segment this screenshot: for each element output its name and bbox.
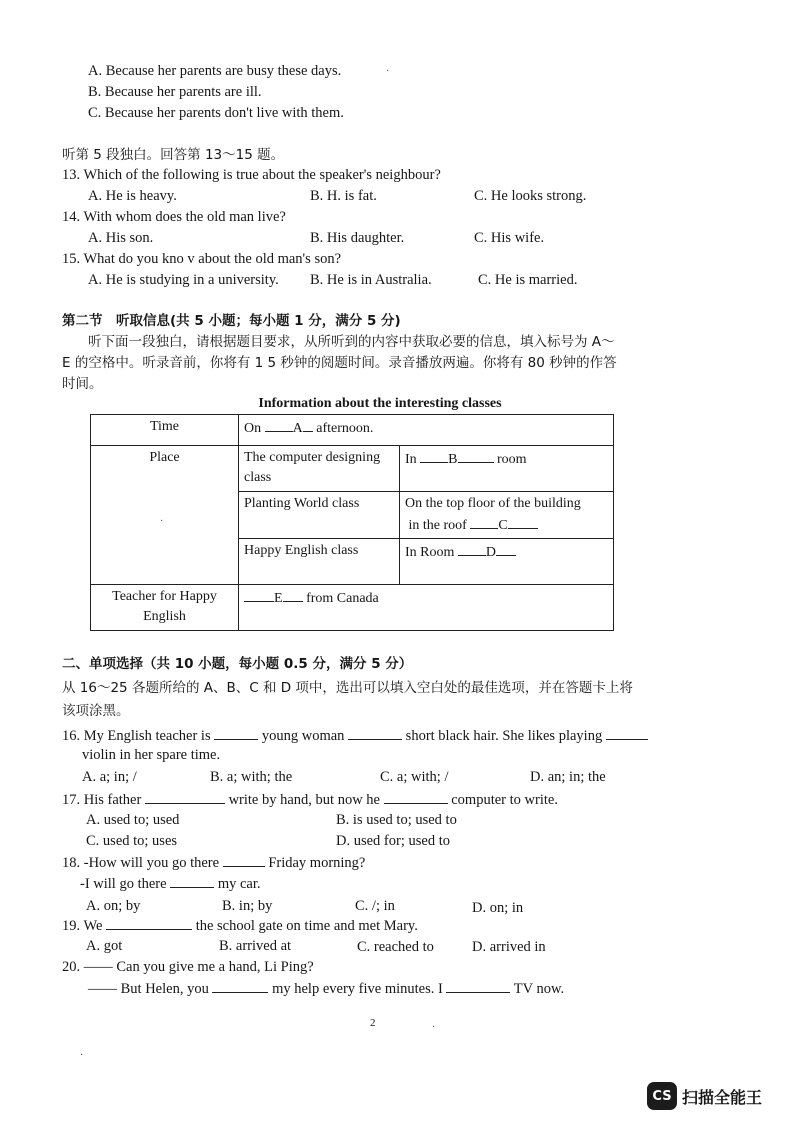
- q18-option-c: C. /; in: [355, 898, 395, 914]
- blank-letter-d: D: [485, 545, 497, 560]
- q17-stem: [62, 789, 558, 810]
- q14-option-a: A. His son.: [88, 230, 154, 246]
- part2-heading: 第二节 听取信息(共 5 小题；每小题 1 分，满分 5 分): [62, 313, 401, 329]
- q19-part2: the school gate on time and met Mary.: [192, 918, 418, 934]
- q18-part1: 18. -How will you go there: [62, 855, 223, 871]
- table-title: Information about the interesting classes: [258, 396, 502, 411]
- q15-stem: 15. What do you kno v about the old man's son?: [62, 251, 342, 267]
- q16-part2: young woman: [258, 728, 349, 744]
- teacher-cell: [239, 585, 614, 631]
- place-label: Place: [91, 446, 239, 585]
- q13-option-c: C. He looks strong.: [474, 188, 587, 204]
- section-intro: 听第 5 段独白。回答第 13～15 题。: [62, 147, 285, 163]
- q16-option-c: C. a; with; /: [380, 769, 449, 785]
- q17-part3: computer to write.: [447, 792, 558, 808]
- answer-blank: [420, 448, 448, 463]
- teacher-label: Teacher for Happy English: [91, 585, 239, 631]
- scan-speck: ·: [386, 66, 390, 77]
- answer-blank: [384, 789, 448, 804]
- q15-option-c: C. He is married.: [478, 272, 578, 288]
- q18-answer-line: [80, 873, 261, 894]
- q18-option-b: B. in; by: [222, 898, 273, 914]
- answer-blank: [145, 789, 225, 804]
- q14-option-c: C. His wife.: [474, 230, 545, 246]
- q20-stem: 20. —— Can you give me a hand, Li Ping?: [62, 959, 314, 975]
- q17-option-a: A. used to; used: [86, 812, 180, 828]
- scanner-logo-icon: CS: [647, 1082, 677, 1110]
- q19-part1: 19. We: [62, 918, 107, 934]
- q13-option-a: A. He is heavy.: [88, 188, 177, 204]
- answer-blank: [458, 448, 494, 463]
- answer-blank: [303, 417, 313, 432]
- answer-blank: [170, 873, 214, 888]
- answer-blank: [244, 587, 274, 602]
- q19-option-c: C. reached to: [357, 939, 434, 955]
- q18-part3: -I will go there: [80, 876, 171, 892]
- q14-option-b: B. His daughter.: [310, 230, 405, 246]
- q16-option-a: A. a; in; /: [82, 769, 137, 785]
- happy-class-location: [400, 539, 614, 585]
- part2-instruction-3: 时间。: [62, 376, 103, 392]
- answer-blank: [265, 417, 293, 432]
- answer-blank: [508, 514, 538, 529]
- q16-stem: [62, 725, 648, 746]
- planting-class-location: [400, 492, 614, 539]
- time-label: Time: [91, 415, 239, 446]
- q13-stem: 13. Which of the following is true about the speaker's neighbour?: [62, 167, 441, 183]
- q19-option-d: D. arrived in: [472, 939, 546, 955]
- q12-option-a: A. Because her parents are busy these days.: [88, 63, 342, 79]
- location-prefix: In: [405, 452, 421, 467]
- answer-blank: [496, 541, 516, 556]
- info-table: [90, 414, 614, 631]
- q12-option-c: C. Because her parents don't live with them.: [88, 105, 344, 121]
- q15-option-a: A. He is studying in a university.: [88, 272, 279, 288]
- q20-part3: my help every five minutes. I: [268, 981, 447, 997]
- q17-part2: write by hand, but now he: [224, 792, 384, 808]
- q18-option-a: A. on; by: [86, 898, 141, 914]
- blank-letter-b: B: [448, 452, 458, 467]
- q17-option-c: C. used to; uses: [86, 833, 178, 849]
- teacher-suffix: from Canada: [302, 591, 379, 606]
- blank-letter-c: C: [498, 518, 508, 533]
- answer-blank: [446, 978, 510, 993]
- q14-stem: 14. With whom does the old man live?: [62, 209, 286, 225]
- q19-option-a: A. got: [86, 938, 123, 954]
- answer-blank: [348, 725, 402, 740]
- q16-part3: short black hair. She likes playing: [402, 728, 606, 744]
- answer-blank: [106, 915, 192, 930]
- answer-blank: [212, 978, 268, 993]
- blank-letter-e: E: [274, 591, 283, 606]
- q16-part1: 16. My English teacher is: [62, 728, 215, 744]
- scan-speck: ·: [160, 516, 164, 527]
- q20-part2: —— But Helen, you: [88, 981, 213, 997]
- blank-letter-a: A: [292, 421, 303, 436]
- section2-heading: 二、单项选择（共 10 小题，每小题 0.5 分，满分 5 分）: [62, 656, 413, 672]
- section2-instruction-1: 从 16～25 各题所给的 A、B、C 和 D 项中，选出可以填入空白处的最佳选项，并在答题卡上将: [62, 680, 633, 696]
- section2-instruction-2: 该项涂黑。: [62, 703, 130, 719]
- planting-location-prefix: in the roof: [408, 518, 471, 533]
- q19-option-b: B. arrived at: [219, 938, 292, 954]
- q20-part4: TV now.: [510, 981, 565, 997]
- q15-option-b: B. He is in Australia.: [310, 272, 432, 288]
- q17-option-b: B. is used to; used to: [336, 812, 457, 828]
- scan-speck: ·: [80, 1050, 84, 1061]
- happy-class-name: Happy English class: [239, 539, 400, 585]
- planting-location-line1: On the top floor of the building: [405, 496, 581, 511]
- answer-blank: [606, 725, 648, 740]
- time-cell: [239, 415, 614, 446]
- q12-option-b: B. Because her parents are ill.: [88, 84, 262, 100]
- q13-option-b: B. H. is fat.: [310, 188, 377, 204]
- time-prefix: On: [244, 421, 265, 436]
- answer-blank: [470, 514, 498, 529]
- answer-blank: [223, 852, 265, 867]
- part2-instruction-2: E 的空格中。听录音前，你将有 1 5 秒钟的阅题时间。录音播放两遍。你将有 80 秒钟的作答: [62, 355, 617, 371]
- q20-reply: [88, 978, 564, 999]
- computer-class-name: The computer designing class: [239, 446, 400, 492]
- q17-option-d: D. used for; used to: [336, 833, 450, 849]
- q16-option-d: D. an; in; the: [530, 769, 606, 785]
- q18-part2: Friday morning?: [264, 855, 366, 871]
- time-suffix: afternoon.: [312, 421, 374, 436]
- scan-speck: ·: [432, 1022, 436, 1033]
- q17-part1: 17. His father: [62, 792, 145, 808]
- part2-instruction-1: 听下面一段独白，请根据题目要求，从所听到的内容中获取必要的信息，填入标号为 A～: [88, 334, 615, 350]
- q16-option-b: B. a; with; the: [210, 769, 293, 785]
- q16-line2: violin in her spare time.: [82, 747, 221, 763]
- page-number: 2: [370, 1017, 376, 1029]
- answer-blank: [214, 725, 258, 740]
- q18-part4: my car.: [214, 876, 261, 892]
- answer-blank: [458, 541, 486, 556]
- computer-class-location: [400, 446, 614, 492]
- happy-location-prefix: In Room: [405, 545, 458, 560]
- scanner-brand: 扫描全能王: [682, 1088, 763, 1107]
- q18-stem: [62, 852, 365, 873]
- answer-blank: [283, 587, 303, 602]
- location-suffix: room: [493, 452, 527, 467]
- q19-stem: [62, 915, 418, 936]
- q18-option-d: D. on; in: [472, 900, 524, 916]
- planting-class-name: Planting World class: [239, 492, 400, 539]
